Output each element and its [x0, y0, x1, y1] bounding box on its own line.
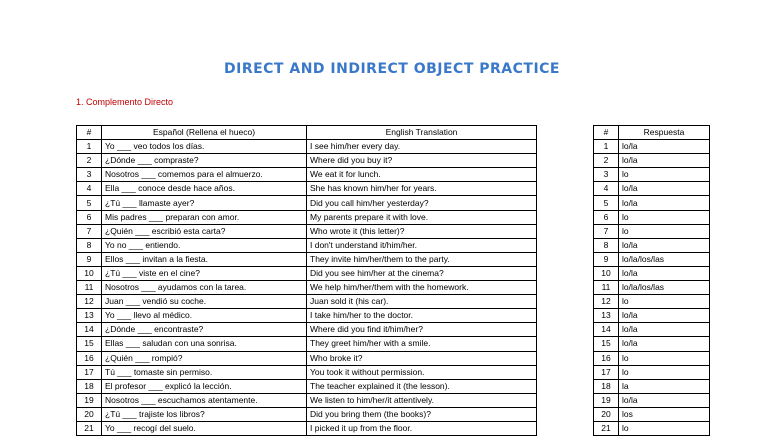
row-number: 10	[594, 266, 619, 280]
answer: lo/la/los/las	[619, 252, 710, 266]
answer: lo	[619, 421, 710, 435]
spanish-sentence: Mis padres ___ preparan con amor.	[102, 210, 307, 224]
row-number: 9	[594, 252, 619, 266]
table-row	[77, 295, 537, 309]
table-row	[77, 252, 537, 266]
english-translation: They invite him/her/them to the party.	[307, 252, 537, 266]
row-number: 9	[77, 252, 102, 266]
answer: lo/la	[619, 238, 710, 252]
english-translation: Where did you buy it?	[307, 154, 537, 168]
answer: lo/la	[619, 323, 710, 337]
row-number: 6	[594, 210, 619, 224]
row-number: 8	[594, 238, 619, 252]
table-row	[594, 154, 710, 168]
english-translation: We eat it for lunch.	[307, 168, 537, 182]
row-number: 7	[77, 224, 102, 238]
row-number: 12	[77, 295, 102, 309]
answer: la	[619, 379, 710, 393]
row-number: 3	[594, 168, 619, 182]
exercise-table	[76, 125, 537, 436]
answer: lo	[619, 295, 710, 309]
answer: lo/la	[619, 393, 710, 407]
english-translation: Did you call him/her yesterday?	[307, 196, 537, 210]
answer: lo	[619, 351, 710, 365]
row-number: 14	[594, 323, 619, 337]
column-header-answer: Respuesta	[619, 126, 710, 140]
table-row	[77, 210, 537, 224]
answer-header-row	[594, 126, 710, 140]
row-number: 16	[77, 351, 102, 365]
answer: los	[619, 407, 710, 421]
spanish-sentence: Juan ___ vendió su coche.	[102, 295, 307, 309]
row-number: 1	[594, 140, 619, 154]
table-row	[594, 140, 710, 154]
table-row	[594, 379, 710, 393]
column-header-number: #	[594, 126, 619, 140]
english-translation: They greet him/her with a smile.	[307, 337, 537, 351]
table-row	[594, 421, 710, 435]
row-number: 7	[594, 224, 619, 238]
row-number: 5	[594, 196, 619, 210]
row-number: 6	[77, 210, 102, 224]
english-translation: Did you see him/her at the cinema?	[307, 266, 537, 280]
spanish-sentence: Ellas ___ saludan con una sonrisa.	[102, 337, 307, 351]
answer: lo	[619, 210, 710, 224]
row-number: 3	[77, 168, 102, 182]
row-number: 17	[594, 365, 619, 379]
row-number: 1	[77, 140, 102, 154]
spanish-sentence: Nosotros ___ escuchamos atentamente.	[102, 393, 307, 407]
row-number: 20	[77, 407, 102, 421]
answer: lo	[619, 365, 710, 379]
answer: lo/la	[619, 182, 710, 196]
row-number: 4	[594, 182, 619, 196]
english-translation: I take him/her to the doctor.	[307, 309, 537, 323]
table-row	[594, 309, 710, 323]
row-number: 4	[77, 182, 102, 196]
spanish-sentence: ¿Quién ___ rompió?	[102, 351, 307, 365]
row-number: 18	[594, 379, 619, 393]
table-row	[77, 337, 537, 351]
spanish-sentence: ¿Quién ___ escribió esta carta?	[102, 224, 307, 238]
english-translation: Who broke it?	[307, 351, 537, 365]
answer-table	[593, 125, 710, 436]
spanish-sentence: El profesor ___ explicó la lección.	[102, 379, 307, 393]
spanish-sentence: Yo no ___ entiendo.	[102, 238, 307, 252]
spanish-sentence: Ella ___ conoce desde hace años.	[102, 182, 307, 196]
table-row	[77, 154, 537, 168]
row-number: 10	[77, 266, 102, 280]
row-number: 21	[594, 421, 619, 435]
table-row	[594, 295, 710, 309]
table-row	[594, 210, 710, 224]
spanish-sentence: ¿Tú ___ viste en el cine?	[102, 266, 307, 280]
row-number: 14	[77, 323, 102, 337]
spanish-sentence: Yo ___ llevo al médico.	[102, 309, 307, 323]
table-row	[77, 393, 537, 407]
table-row	[594, 266, 710, 280]
section-heading: 1. Complemento Directo	[76, 97, 174, 107]
row-number: 8	[77, 238, 102, 252]
answer: lo/la	[619, 140, 710, 154]
table-row	[77, 168, 537, 182]
row-number: 11	[594, 281, 619, 295]
table-row	[594, 224, 710, 238]
english-translation: You took it without permission.	[307, 365, 537, 379]
english-translation: Did you bring them (the books)?	[307, 407, 537, 421]
english-translation: We listen to him/her/it attentively.	[307, 393, 537, 407]
table-row	[594, 351, 710, 365]
table-row	[77, 365, 537, 379]
row-number: 21	[77, 421, 102, 435]
table-row	[77, 266, 537, 280]
answer: lo/la	[619, 266, 710, 280]
row-number: 19	[77, 393, 102, 407]
row-number: 20	[594, 407, 619, 421]
table-row	[77, 281, 537, 295]
row-number: 2	[594, 154, 619, 168]
spanish-sentence: Ellos ___ invitan a la fiesta.	[102, 252, 307, 266]
spanish-sentence: Yo ___ recogí del suelo.	[102, 421, 307, 435]
row-number: 16	[594, 351, 619, 365]
column-header-english: English Translation	[307, 126, 537, 140]
spanish-sentence: ¿Dónde ___ encontraste?	[102, 323, 307, 337]
answer: lo/la	[619, 196, 710, 210]
english-translation: Where did you find it/him/her?	[307, 323, 537, 337]
spanish-sentence: ¿Tú ___ trajiste los libros?	[102, 407, 307, 421]
english-translation: I don't understand it/him/her.	[307, 238, 537, 252]
table-row	[594, 168, 710, 182]
row-number: 18	[77, 379, 102, 393]
spanish-sentence: ¿Tú ___ llamaste ayer?	[102, 196, 307, 210]
column-header-spanish: Español (Rellena el hueco)	[102, 126, 307, 140]
row-number: 2	[77, 154, 102, 168]
answer: lo/la/los/las	[619, 281, 710, 295]
table-row	[77, 323, 537, 337]
table-row	[77, 309, 537, 323]
table-row	[77, 182, 537, 196]
english-translation: We help him/her/them with the homework.	[307, 281, 537, 295]
answer: lo	[619, 168, 710, 182]
english-translation: Juan sold it (his car).	[307, 295, 537, 309]
table-row	[594, 365, 710, 379]
row-number: 11	[77, 281, 102, 295]
table-row	[594, 407, 710, 421]
english-translation: I see him/her every day.	[307, 140, 537, 154]
row-number: 5	[77, 196, 102, 210]
spanish-sentence: ¿Dónde ___ compraste?	[102, 154, 307, 168]
table-row	[594, 281, 710, 295]
answer: lo/la	[619, 309, 710, 323]
english-translation: The teacher explained it (the lesson).	[307, 379, 537, 393]
table-row	[77, 421, 537, 435]
english-translation: Who wrote it (this letter)?	[307, 224, 537, 238]
table-row	[594, 393, 710, 407]
table-row	[77, 238, 537, 252]
row-number: 17	[77, 365, 102, 379]
english-translation: My parents prepare it with love.	[307, 210, 537, 224]
spanish-sentence: Yo ___ veo todos los días.	[102, 140, 307, 154]
english-translation: I picked it up from the floor.	[307, 421, 537, 435]
table-row	[594, 323, 710, 337]
table-row	[77, 407, 537, 421]
answer: lo	[619, 224, 710, 238]
table-row	[594, 196, 710, 210]
table-row	[77, 351, 537, 365]
row-number: 13	[77, 309, 102, 323]
table-row	[594, 337, 710, 351]
exercise-header-row	[77, 126, 537, 140]
table-row	[594, 238, 710, 252]
table-row	[77, 140, 537, 154]
answer: lo/la	[619, 337, 710, 351]
column-header-number: #	[77, 126, 102, 140]
row-number: 19	[594, 393, 619, 407]
page-title: DIRECT AND INDIRECT OBJECT PRACTICE	[223, 61, 560, 77]
spanish-sentence: Nosotros ___ comemos para el almuerzo.	[102, 168, 307, 182]
table-row	[77, 224, 537, 238]
table-row	[594, 182, 710, 196]
table-row	[77, 196, 537, 210]
row-number: 13	[594, 309, 619, 323]
answer: lo/la	[619, 154, 710, 168]
row-number: 12	[594, 295, 619, 309]
table-row	[594, 252, 710, 266]
english-translation: She has known him/her for years.	[307, 182, 537, 196]
row-number: 15	[594, 337, 619, 351]
table-row	[77, 379, 537, 393]
spanish-sentence: Tú ___ tomaste sin permiso.	[102, 365, 307, 379]
spanish-sentence: Nosotros ___ ayudamos con la tarea.	[102, 281, 307, 295]
row-number: 15	[77, 337, 102, 351]
